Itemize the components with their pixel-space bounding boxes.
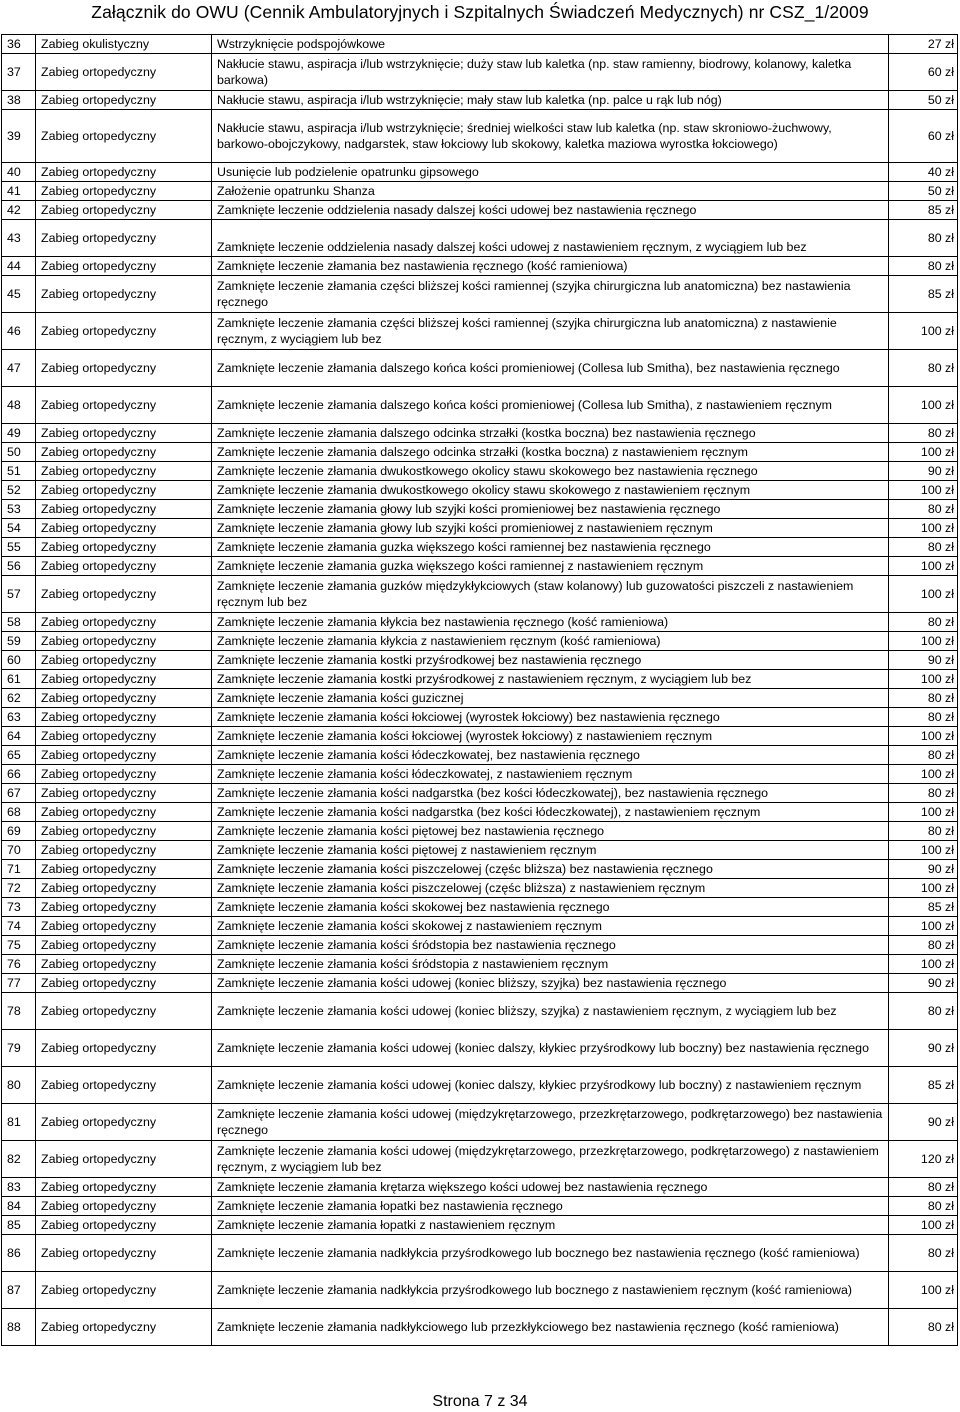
price-table-body <box>2 35 958 1346</box>
row-description: Zamknięte leczenie złamania kości nadgarstka (bez kości łódeczkowatej), z nastawieniem ręcznym <box>212 803 889 822</box>
row-price: 90 zł <box>889 1104 958 1141</box>
table-row <box>2 1272 958 1309</box>
row-category: Zabieg ortopedyczny <box>36 443 212 462</box>
row-number: 71 <box>2 860 36 879</box>
table-row <box>2 481 958 500</box>
table-row <box>2 257 958 276</box>
row-description: Zamknięte leczenie złamania kości łódeczkowatej, bez nastawienia ręcznego <box>212 746 889 765</box>
row-price: 80 zł <box>889 1178 958 1197</box>
row-number: 65 <box>2 746 36 765</box>
row-description: Zamknięte leczenie złamania kłykcia bez nastawienia ręcznego (kość ramieniowa) <box>212 613 889 632</box>
row-price: 120 zł <box>889 1141 958 1178</box>
row-number: 46 <box>2 313 36 350</box>
row-number: 77 <box>2 974 36 993</box>
row-number: 83 <box>2 1178 36 1197</box>
row-description: Zamknięte leczenie złamania kości nadgarstka (bez kości łódeczkowatej), bez nastawienia ręcznego <box>212 784 889 803</box>
table-row <box>2 576 958 613</box>
row-description: Zamknięte leczenie złamania kości udowej (międzykrętarzowego, przezkrętarzowego, podkrętarzowego) z nastawieniem ręcznym, z wyciągiem lub bez <box>212 1141 889 1178</box>
row-category: Zabieg ortopedyczny <box>36 936 212 955</box>
row-price: 100 zł <box>889 1216 958 1235</box>
table-row <box>2 443 958 462</box>
row-price: 80 zł <box>889 936 958 955</box>
row-price: 90 zł <box>889 860 958 879</box>
table-row <box>2 822 958 841</box>
row-price: 90 zł <box>889 651 958 670</box>
row-description: Zamknięte leczenie złamania dalszego końca kości promieniowej (Collesa lub Smitha), bez nastawienia ręcznego <box>212 350 889 387</box>
row-price: 100 zł <box>889 443 958 462</box>
row-category: Zabieg ortopedyczny <box>36 538 212 557</box>
row-description: Zamknięte leczenie złamania kostki przyśrodkowej z nastawieniem ręcznym, z wyciągiem lub bez <box>212 670 889 689</box>
row-category: Zabieg ortopedyczny <box>36 670 212 689</box>
row-price: 80 zł <box>889 1197 958 1216</box>
row-description: Zamknięte leczenie złamania kości śródstopia z nastawieniem ręcznym <box>212 955 889 974</box>
price-table <box>1 34 958 1346</box>
row-description: Zamknięte leczenie złamania kości udowej (koniec bliższy, szyjka) bez nastawienia ręcznego <box>212 974 889 993</box>
row-number: 36 <box>2 35 36 54</box>
row-description: Zamknięte leczenie złamania guzka większego kości ramiennej z nastawieniem ręcznym <box>212 557 889 576</box>
row-category: Zabieg ortopedyczny <box>36 708 212 727</box>
table-row <box>2 1197 958 1216</box>
row-number: 66 <box>2 765 36 784</box>
table-row <box>2 841 958 860</box>
row-description: Zamknięte leczenie złamania kości śródstopia bez nastawienia ręcznego <box>212 936 889 955</box>
row-price: 100 zł <box>889 955 958 974</box>
row-description: Usunięcie lub podzielenie opatrunku gipsowego <box>212 163 889 182</box>
table-row <box>2 803 958 822</box>
row-category: Zabieg ortopedyczny <box>36 163 212 182</box>
row-category: Zabieg ortopedyczny <box>36 1272 212 1309</box>
row-price: 100 zł <box>889 727 958 746</box>
row-description: Zamknięte leczenie złamania kości łódeczkowatej, z nastawieniem ręcznym <box>212 765 889 784</box>
table-row <box>2 993 958 1030</box>
table-row <box>2 387 958 424</box>
row-number: 59 <box>2 632 36 651</box>
row-number: 85 <box>2 1216 36 1235</box>
row-category: Zabieg ortopedyczny <box>36 898 212 917</box>
row-number: 74 <box>2 917 36 936</box>
row-description: Założenie opatrunku Shanza <box>212 182 889 201</box>
row-category: Zabieg ortopedyczny <box>36 822 212 841</box>
row-description: Zamknięte leczenie złamania kości piętowej bez nastawienia ręcznego <box>212 822 889 841</box>
row-description: Zamknięte leczenie złamania dalszego końca kości promieniowej (Collesa lub Smitha), z nastawieniem ręcznym <box>212 387 889 424</box>
table-row <box>2 1141 958 1178</box>
row-price: 80 zł <box>889 424 958 443</box>
row-number: 48 <box>2 387 36 424</box>
row-description: Zamknięte leczenie złamania kłykcia z nastawieniem ręcznym (kość ramieniowa) <box>212 632 889 651</box>
row-price: 80 zł <box>889 689 958 708</box>
row-category: Zabieg ortopedyczny <box>36 632 212 651</box>
table-row <box>2 54 958 91</box>
table-row <box>2 1309 958 1346</box>
row-price: 100 zł <box>889 557 958 576</box>
row-category: Zabieg ortopedyczny <box>36 481 212 500</box>
table-row <box>2 651 958 670</box>
row-description: Zamknięte leczenie złamania kości piszczelowej (częśc bliższa) bez nastawienia ręcznego <box>212 860 889 879</box>
row-description: Zamknięte leczenie złamania guzków międzykłykciowych (staw kolanowy) lub guzowatości piszczeli z nastawieniem ręcznym lub bez <box>212 576 889 613</box>
row-description: Zamknięte leczenie złamania krętarza większego kości udowej bez nastawienia ręcznego <box>212 1178 889 1197</box>
document-header: Załącznik do OWU (Cennik Ambulatoryjnych i Szpitalnych Świadczeń Medycznych) nr CSZ_1/2009 <box>91 2 869 22</box>
row-number: 70 <box>2 841 36 860</box>
row-description: Nakłucie stawu, aspiracja i/lub wstrzyknięcie; średniej wielkości staw lub kaletka (np. staw skroniowo-żuchwowy, barkowo-obojczykowy, nadgarstek, staw łokciowy lub skokowy, kaletka maziowa wyrostka łokciowego) <box>212 110 889 163</box>
row-category: Zabieg ortopedyczny <box>36 576 212 613</box>
row-description: Nakłucie stawu, aspiracja i/lub wstrzyknięcie; mały staw lub kaletka (np. palce u rąk lub nóg) <box>212 91 889 110</box>
row-category: Zabieg ortopedyczny <box>36 257 212 276</box>
row-description: Zamknięte leczenie oddzielenia nasady dalszej kości udowej z nastawieniem ręcznym, z wyciągiem lub bez <box>212 220 889 257</box>
table-row <box>2 220 958 257</box>
table-row <box>2 632 958 651</box>
row-description: Nakłucie stawu, aspiracja i/lub wstrzyknięcie; duży staw lub kaletka (np. staw ramienny, biodrowy, kolanowy, kaletka barkowa) <box>212 54 889 91</box>
row-number: 78 <box>2 993 36 1030</box>
table-row <box>2 974 958 993</box>
row-category: Zabieg ortopedyczny <box>36 1309 212 1346</box>
row-category: Zabieg ortopedyczny <box>36 879 212 898</box>
row-price: 50 zł <box>889 182 958 201</box>
row-description: Zamknięte leczenie złamania kości łokciowej (wyrostek łokciowy) z nastawieniem ręcznym <box>212 727 889 746</box>
page-number: Strona 7 z 34 <box>432 1393 528 1410</box>
row-number: 47 <box>2 350 36 387</box>
row-number: 72 <box>2 879 36 898</box>
row-price: 85 zł <box>889 898 958 917</box>
row-category: Zabieg ortopedyczny <box>36 1067 212 1104</box>
row-price: 80 zł <box>889 746 958 765</box>
row-category: Zabieg ortopedyczny <box>36 424 212 443</box>
row-price: 80 zł <box>889 257 958 276</box>
table-row <box>2 1178 958 1197</box>
row-price: 50 zł <box>889 91 958 110</box>
row-number: 79 <box>2 1030 36 1067</box>
row-description: Zamknięte leczenie złamania kości piszczelowej (częśc bliższa) z nastawieniem ręcznym <box>212 879 889 898</box>
table-row <box>2 35 958 54</box>
row-price: 80 zł <box>889 784 958 803</box>
table-row <box>2 276 958 313</box>
row-number: 75 <box>2 936 36 955</box>
row-category: Zabieg ortopedyczny <box>36 276 212 313</box>
table-row <box>2 350 958 387</box>
row-description: Zamknięte leczenie złamania dalszego odcinka strzałki (kostka boczna) bez nastawienia ręcznego <box>212 424 889 443</box>
row-category: Zabieg ortopedyczny <box>36 917 212 936</box>
row-number: 42 <box>2 201 36 220</box>
row-number: 88 <box>2 1309 36 1346</box>
row-description: Zamknięte leczenie złamania kostki przyśrodkowej bez nastawienia ręcznego <box>212 651 889 670</box>
row-description: Zamknięte leczenie złamania kości udowej (międzykrętarzowego, przezkrętarzowego, podkrętarzowego) bez nastawienia ręcznego <box>212 1104 889 1141</box>
row-price: 80 zł <box>889 350 958 387</box>
row-category: Zabieg okulistyczny <box>36 35 212 54</box>
table-row <box>2 519 958 538</box>
row-number: 87 <box>2 1272 36 1309</box>
table-row <box>2 91 958 110</box>
row-category: Zabieg ortopedyczny <box>36 54 212 91</box>
row-number: 49 <box>2 424 36 443</box>
row-number: 76 <box>2 955 36 974</box>
row-number: 53 <box>2 500 36 519</box>
row-category: Zabieg ortopedyczny <box>36 519 212 538</box>
row-price: 80 zł <box>889 220 958 257</box>
row-category: Zabieg ortopedyczny <box>36 955 212 974</box>
row-category: Zabieg ortopedyczny <box>36 110 212 163</box>
row-description: Zamknięte leczenie złamania dalszego odcinka strzałki (kostka boczna) z nastawieniem ręcznym <box>212 443 889 462</box>
row-category: Zabieg ortopedyczny <box>36 1216 212 1235</box>
row-price: 60 zł <box>889 110 958 163</box>
table-row <box>2 784 958 803</box>
row-price: 80 zł <box>889 822 958 841</box>
table-row <box>2 860 958 879</box>
row-number: 40 <box>2 163 36 182</box>
row-category: Zabieg ortopedyczny <box>36 1030 212 1067</box>
row-description: Zamknięte leczenie złamania nadkłykcia przyśrodkowego lub bocznego z nastawieniem ręcznym (kość ramieniowa) <box>212 1272 889 1309</box>
table-row <box>2 727 958 746</box>
row-category: Zabieg ortopedyczny <box>36 313 212 350</box>
row-description: Zamknięte leczenie złamania kości łokciowej (wyrostek łokciowy) bez nastawienia ręcznego <box>212 708 889 727</box>
table-row <box>2 898 958 917</box>
row-category: Zabieg ortopedyczny <box>36 91 212 110</box>
row-description: Zamknięte leczenie złamania kości udowej (koniec dalszy, kłykiec przyśrodkowy lub boczny) z nastawieniem ręcznym <box>212 1067 889 1104</box>
row-price: 100 zł <box>889 1272 958 1309</box>
row-description: Zamknięte leczenie złamania łopatki z nastawieniem ręcznym <box>212 1216 889 1235</box>
table-row <box>2 708 958 727</box>
row-description: Zamknięte leczenie złamania bez nastawienia ręcznego (kość ramieniowa) <box>212 257 889 276</box>
table-row <box>2 879 958 898</box>
row-number: 69 <box>2 822 36 841</box>
row-description: Zamknięte leczenie złamania kości guzicznej <box>212 689 889 708</box>
row-number: 43 <box>2 220 36 257</box>
table-row <box>2 746 958 765</box>
row-category: Zabieg ortopedyczny <box>36 765 212 784</box>
row-number: 51 <box>2 462 36 481</box>
row-number: 60 <box>2 651 36 670</box>
row-description: Zamknięte leczenie złamania dwukostkowego okolicy stawu skokowego bez nastawienia ręcznego <box>212 462 889 481</box>
row-category: Zabieg ortopedyczny <box>36 974 212 993</box>
row-number: 56 <box>2 557 36 576</box>
row-category: Zabieg ortopedyczny <box>36 350 212 387</box>
row-price: 100 zł <box>889 576 958 613</box>
row-number: 57 <box>2 576 36 613</box>
row-price: 100 zł <box>889 917 958 936</box>
row-price: 80 zł <box>889 1235 958 1272</box>
row-category: Zabieg ortopedyczny <box>36 651 212 670</box>
row-category: Zabieg ortopedyczny <box>36 220 212 257</box>
row-description: Zamknięte leczenie złamania kości skokowej z nastawieniem ręcznym <box>212 917 889 936</box>
row-number: 38 <box>2 91 36 110</box>
row-number: 62 <box>2 689 36 708</box>
table-row <box>2 110 958 163</box>
row-description: Zamknięte leczenie złamania części bliższej kości ramiennej (szyjka chirurgiczna lub anatomiczna) bez nastawienia ręcznego <box>212 276 889 313</box>
row-category: Zabieg ortopedyczny <box>36 500 212 519</box>
row-category: Zabieg ortopedyczny <box>36 803 212 822</box>
row-price: 80 zł <box>889 538 958 557</box>
row-price: 90 zł <box>889 1030 958 1067</box>
row-number: 61 <box>2 670 36 689</box>
row-description: Zamknięte leczenie złamania głowy lub szyjki kości promieniowej z nastawieniem ręcznym <box>212 519 889 538</box>
row-price: 80 zł <box>889 708 958 727</box>
row-category: Zabieg ortopedyczny <box>36 1141 212 1178</box>
row-number: 64 <box>2 727 36 746</box>
row-description: Zamknięte leczenie złamania kości piętowej z nastawieniem ręcznym <box>212 841 889 860</box>
table-row <box>2 1104 958 1141</box>
table-row <box>2 313 958 350</box>
row-category: Zabieg ortopedyczny <box>36 462 212 481</box>
table-row <box>2 424 958 443</box>
table-row <box>2 1030 958 1067</box>
row-category: Zabieg ortopedyczny <box>36 746 212 765</box>
row-number: 50 <box>2 443 36 462</box>
row-number: 68 <box>2 803 36 822</box>
row-description: Zamknięte leczenie oddzielenia nasady dalszej kości udowej bez nastawienia ręcznego <box>212 201 889 220</box>
row-price: 90 zł <box>889 974 958 993</box>
row-price: 90 zł <box>889 462 958 481</box>
row-category: Zabieg ortopedyczny <box>36 1178 212 1197</box>
row-price: 100 zł <box>889 519 958 538</box>
row-category: Zabieg ortopedyczny <box>36 387 212 424</box>
row-price: 100 zł <box>889 803 958 822</box>
row-price: 85 zł <box>889 276 958 313</box>
row-category: Zabieg ortopedyczny <box>36 1104 212 1141</box>
row-number: 82 <box>2 1141 36 1178</box>
row-number: 67 <box>2 784 36 803</box>
row-price: 100 zł <box>889 841 958 860</box>
row-number: 44 <box>2 257 36 276</box>
row-description: Zamknięte leczenie złamania kości skokowej bez nastawienia ręcznego <box>212 898 889 917</box>
row-number: 37 <box>2 54 36 91</box>
row-price: 80 zł <box>889 1309 958 1346</box>
row-description: Zamknięte leczenie złamania głowy lub szyjki kości promieniowej bez nastawienia ręcznego <box>212 500 889 519</box>
table-row <box>2 182 958 201</box>
row-price: 100 zł <box>889 632 958 651</box>
row-category: Zabieg ortopedyczny <box>36 727 212 746</box>
row-category: Zabieg ortopedyczny <box>36 689 212 708</box>
row-price: 85 zł <box>889 1067 958 1104</box>
row-number: 55 <box>2 538 36 557</box>
row-description: Zamknięte leczenie złamania nadkłykcia przyśrodkowego lub bocznego bez nastawienia ręcznego (kość ramieniowa) <box>212 1235 889 1272</box>
row-description: Zamknięte leczenie złamania dwukostkowego okolicy stawu skokowego z nastawieniem ręcznym <box>212 481 889 500</box>
row-number: 52 <box>2 481 36 500</box>
table-row <box>2 557 958 576</box>
table-row <box>2 201 958 220</box>
row-category: Zabieg ortopedyczny <box>36 613 212 632</box>
row-category: Zabieg ortopedyczny <box>36 993 212 1030</box>
row-category: Zabieg ortopedyczny <box>36 182 212 201</box>
row-description: Zamknięte leczenie złamania kości udowej (koniec bliższy, szyjka) z nastawieniem ręcznym, z wyciągiem lub bez <box>212 993 889 1030</box>
row-price: 100 zł <box>889 879 958 898</box>
table-row <box>2 689 958 708</box>
row-category: Zabieg ortopedyczny <box>36 841 212 860</box>
row-price: 100 zł <box>889 387 958 424</box>
table-row <box>2 1235 958 1272</box>
table-row <box>2 538 958 557</box>
row-number: 63 <box>2 708 36 727</box>
row-category: Zabieg ortopedyczny <box>36 1197 212 1216</box>
row-number: 86 <box>2 1235 36 1272</box>
row-category: Zabieg ortopedyczny <box>36 784 212 803</box>
row-number: 81 <box>2 1104 36 1141</box>
row-category: Zabieg ortopedyczny <box>36 201 212 220</box>
table-row <box>2 613 958 632</box>
table-row <box>2 500 958 519</box>
table-row <box>2 765 958 784</box>
row-category: Zabieg ortopedyczny <box>36 860 212 879</box>
table-row <box>2 670 958 689</box>
table-row <box>2 163 958 182</box>
row-price: 100 zł <box>889 670 958 689</box>
row-price: 100 zł <box>889 481 958 500</box>
row-number: 39 <box>2 110 36 163</box>
row-price: 60 zł <box>889 54 958 91</box>
table-row <box>2 917 958 936</box>
row-description: Zamknięte leczenie złamania łopatki bez nastawienia ręcznego <box>212 1197 889 1216</box>
table-row <box>2 1067 958 1104</box>
row-price: 80 zł <box>889 613 958 632</box>
table-row <box>2 462 958 481</box>
table-row <box>2 1216 958 1235</box>
row-category: Zabieg ortopedyczny <box>36 557 212 576</box>
row-number: 73 <box>2 898 36 917</box>
row-price: 80 zł <box>889 500 958 519</box>
row-number: 80 <box>2 1067 36 1104</box>
row-price: 27 zł <box>889 35 958 54</box>
row-price: 100 zł <box>889 313 958 350</box>
row-category: Zabieg ortopedyczny <box>36 1235 212 1272</box>
row-price: 40 zł <box>889 163 958 182</box>
row-description: Wstrzyknięcie podspojówkowe <box>212 35 889 54</box>
row-number: 84 <box>2 1197 36 1216</box>
row-price: 100 zł <box>889 765 958 784</box>
row-number: 45 <box>2 276 36 313</box>
row-price: 80 zł <box>889 993 958 1030</box>
row-number: 54 <box>2 519 36 538</box>
table-row <box>2 955 958 974</box>
table-row <box>2 936 958 955</box>
row-description: Zamknięte leczenie złamania kości udowej (koniec dalszy, kłykiec przyśrodkowy lub boczny) bez nastawienia ręcznego <box>212 1030 889 1067</box>
row-price: 85 zł <box>889 201 958 220</box>
row-number: 41 <box>2 182 36 201</box>
row-description: Zamknięte leczenie złamania nadkłykciowego lub przezkłykciowego bez nastawienia ręcznego (kość ramieniowa) <box>212 1309 889 1346</box>
row-description: Zamknięte leczenie złamania części bliższej kości ramiennej (szyjka chirurgiczna lub anatomiczna) z nastawienie ręcznym, z wyciągiem lub bez <box>212 313 889 350</box>
row-description: Zamknięte leczenie złamania guzka większego kości ramiennej bez nastawienia ręcznego <box>212 538 889 557</box>
row-number: 58 <box>2 613 36 632</box>
